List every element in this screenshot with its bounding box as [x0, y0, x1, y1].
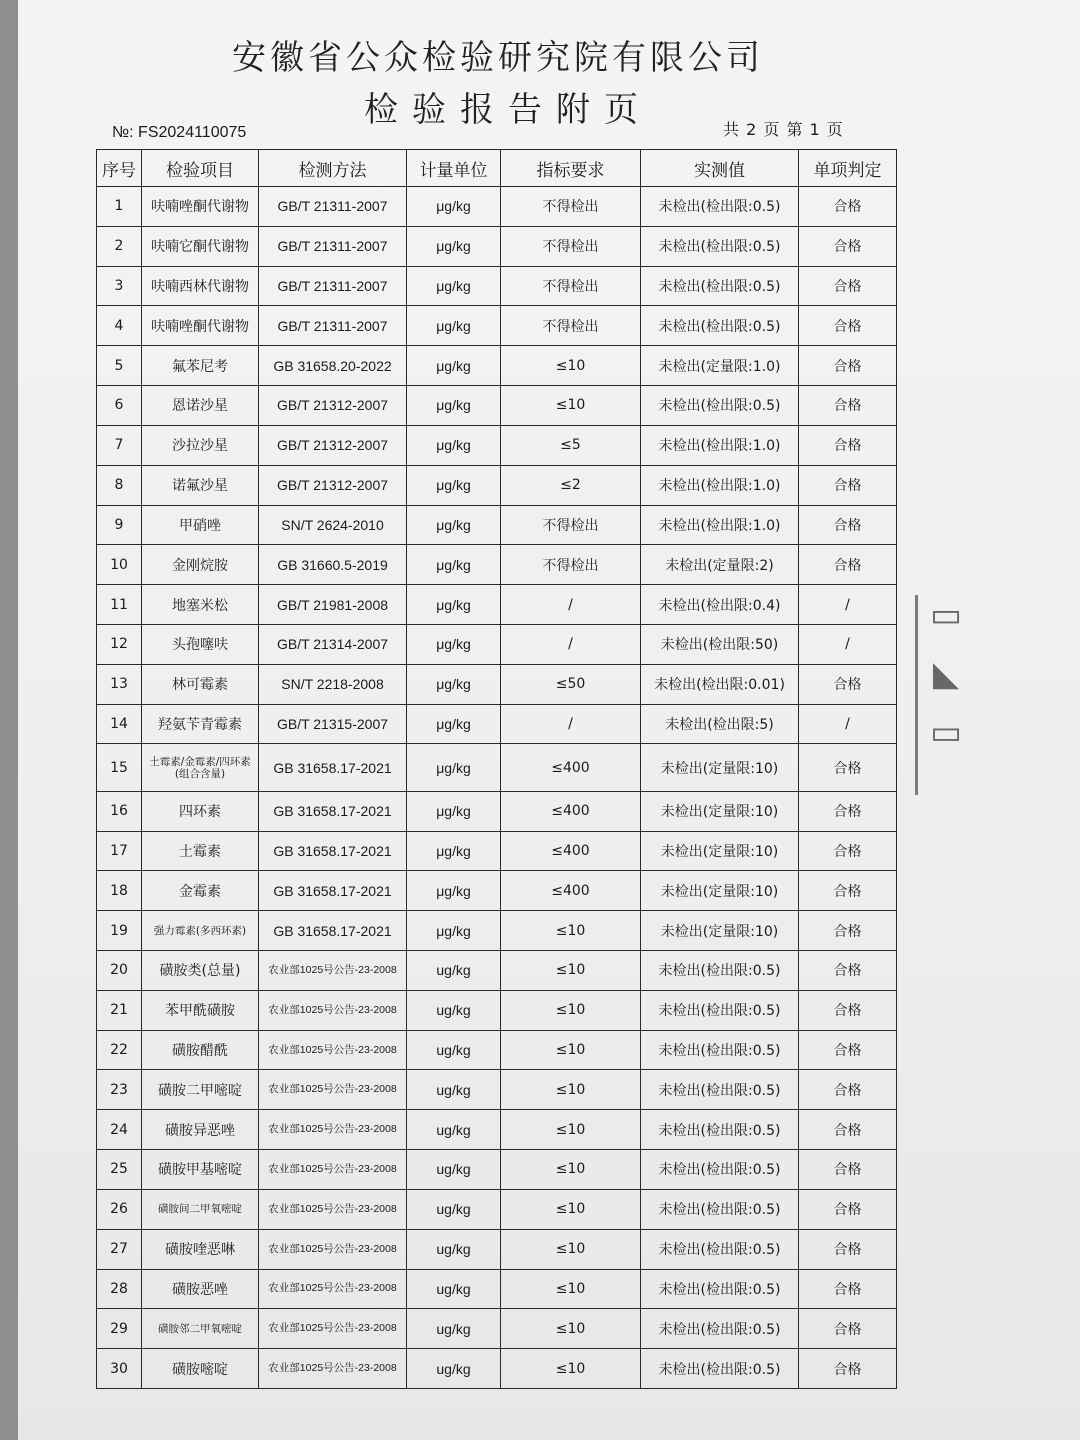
table-row	[97, 624, 897, 664]
table-row	[97, 266, 897, 306]
test-method: GB 31660.5-2019	[259, 545, 407, 585]
judgement: 合格	[799, 1110, 897, 1150]
requirement: 不得检出	[501, 226, 641, 266]
requirement: 不得检出	[501, 187, 641, 227]
measured-value: 未检出(检出限:0.01)	[641, 664, 799, 704]
test-method: 农业部1025号公告-23-2008	[259, 951, 407, 991]
measured-value: 未检出(检出限:0.5)	[641, 187, 799, 227]
inspection-item: 金刚烷胺	[142, 545, 259, 585]
table-row	[97, 465, 897, 505]
row-number: 29	[97, 1309, 142, 1349]
table-row	[97, 990, 897, 1030]
test-method: 农业部1025号公告-23-2008	[259, 1030, 407, 1070]
test-method: GB/T 21315-2007	[259, 704, 407, 744]
judgement: 合格	[799, 1309, 897, 1349]
row-number: 14	[97, 704, 142, 744]
inspection-item: 磺胺二甲嘧啶	[142, 1070, 259, 1110]
unit: ug/kg	[407, 1229, 501, 1269]
judgement: /	[799, 704, 897, 744]
test-method: 农业部1025号公告-23-2008	[259, 1070, 407, 1110]
unit: μg/kg	[407, 425, 501, 465]
table-row	[97, 1349, 897, 1389]
measured-value: 未检出(检出限:1.0)	[641, 465, 799, 505]
test-method: GB/T 21311-2007	[259, 306, 407, 346]
unit: μg/kg	[407, 831, 501, 871]
inspection-item: 林可霉素	[142, 664, 259, 704]
measured-value: 未检出(定量限:10)	[641, 871, 799, 911]
unit: μg/kg	[407, 187, 501, 227]
inspection-item: 金霉素	[142, 871, 259, 911]
test-method: GB/T 21312-2007	[259, 386, 407, 426]
row-number: 24	[97, 1110, 142, 1150]
row-number: 5	[97, 346, 142, 386]
test-method: 农业部1025号公告-23-2008	[259, 1189, 407, 1229]
unit: ug/kg	[407, 1150, 501, 1190]
unit: μg/kg	[407, 585, 501, 625]
unit: μg/kg	[407, 624, 501, 664]
judgement: 合格	[799, 386, 897, 426]
measured-value: 未检出(检出限:0.5)	[641, 266, 799, 306]
test-method: 农业部1025号公告-23-2008	[259, 1269, 407, 1309]
inspection-item: 磺胺异恶唑	[142, 1110, 259, 1150]
table-row	[97, 791, 897, 831]
row-number: 4	[97, 306, 142, 346]
table-row	[97, 704, 897, 744]
table-row	[97, 951, 897, 991]
column-header: 单项判定	[799, 150, 897, 187]
requirement: ≤10	[501, 990, 641, 1030]
inspection-item: 磺胺甲基嘧啶	[142, 1150, 259, 1190]
table-row	[97, 1269, 897, 1309]
inspection-item: 土霉素/金霉素/四环素(组合含量)	[142, 744, 259, 791]
row-number: 22	[97, 1030, 142, 1070]
measured-value: 未检出(检出限:0.5)	[641, 1189, 799, 1229]
judgement: 合格	[799, 266, 897, 306]
requirement: ≤10	[501, 1309, 641, 1349]
table-row	[97, 831, 897, 871]
unit: μg/kg	[407, 744, 501, 791]
judgement: 合格	[799, 1349, 897, 1389]
test-method: 农业部1025号公告-23-2008	[259, 1349, 407, 1389]
company-name: 安徽省公众检验研究院有限公司	[232, 38, 764, 78]
inspection-item: 强力霉素(多西环素)	[142, 911, 259, 951]
row-number: 19	[97, 911, 142, 951]
page-info: 共 2 页 第 1 页	[723, 120, 844, 139]
unit: μg/kg	[407, 911, 501, 951]
test-method: GB 31658.17-2021	[259, 744, 407, 791]
measured-value: 未检出(检出限:0.5)	[641, 1229, 799, 1269]
requirement: ≤10	[501, 1229, 641, 1269]
table-row	[97, 425, 897, 465]
row-number: 9	[97, 505, 142, 545]
row-number: 11	[97, 585, 142, 625]
requirement: ≤10	[501, 346, 641, 386]
requirement: ≤10	[501, 1110, 641, 1150]
measured-value: 未检出(检出限:5)	[641, 704, 799, 744]
row-number: 17	[97, 831, 142, 871]
measured-value: 未检出(检出限:0.5)	[641, 226, 799, 266]
table-row	[97, 1070, 897, 1110]
unit: ug/kg	[407, 951, 501, 991]
unit: ug/kg	[407, 1070, 501, 1110]
test-method: 农业部1025号公告-23-2008	[259, 990, 407, 1030]
unit: μg/kg	[407, 226, 501, 266]
inspection-item: 羟氨苄青霉素	[142, 704, 259, 744]
test-method: GB 31658.17-2021	[259, 911, 407, 951]
measured-value: 未检出(定量限:10)	[641, 744, 799, 791]
row-number: 21	[97, 990, 142, 1030]
test-method: 农业部1025号公告-23-2008	[259, 1150, 407, 1190]
inspection-item: 呋喃唑酮代谢物	[142, 306, 259, 346]
unit: ug/kg	[407, 1189, 501, 1229]
column-header: 检验项目	[142, 150, 259, 187]
row-number: 18	[97, 871, 142, 911]
measured-value: 未检出(定量限:1.0)	[641, 346, 799, 386]
requirement: /	[501, 704, 641, 744]
unit: μg/kg	[407, 306, 501, 346]
page-title: 检验报告附页	[364, 90, 652, 130]
requirement: ≤10	[501, 1030, 641, 1070]
inspection-seal: ▭ ◣ ▭	[915, 595, 966, 795]
judgement: 合格	[799, 951, 897, 991]
inspection-item: 磺胺间二甲氧嘧啶	[142, 1189, 259, 1229]
table-row	[97, 1189, 897, 1229]
row-number: 30	[97, 1349, 142, 1389]
inspection-item: 恩诺沙星	[142, 386, 259, 426]
report-number: №: FS2024110075	[112, 124, 247, 141]
row-number: 3	[97, 266, 142, 306]
judgement: 合格	[799, 346, 897, 386]
table-row	[97, 664, 897, 704]
test-method: SN/T 2218-2008	[259, 664, 407, 704]
inspection-item: 磺胺嘧啶	[142, 1349, 259, 1389]
unit: μg/kg	[407, 871, 501, 911]
requirement: ≤400	[501, 791, 641, 831]
test-method: GB/T 21312-2007	[259, 425, 407, 465]
judgement: 合格	[799, 664, 897, 704]
report-sheet	[18, 0, 1080, 1440]
measured-value: 未检出(检出限:0.5)	[641, 1309, 799, 1349]
table-row	[97, 744, 897, 791]
judgement: /	[799, 624, 897, 664]
requirement: ≤400	[501, 831, 641, 871]
measured-value: 未检出(检出限:0.5)	[641, 306, 799, 346]
judgement: 合格	[799, 1189, 897, 1229]
measured-value: 未检出(检出限:0.5)	[641, 1110, 799, 1150]
column-header: 检测方法	[259, 150, 407, 187]
row-number: 1	[97, 187, 142, 227]
measured-value: 未检出(检出限:0.5)	[641, 1349, 799, 1389]
measured-value: 未检出(检出限:0.5)	[641, 1269, 799, 1309]
measured-value: 未检出(定量限:10)	[641, 831, 799, 871]
test-method: 农业部1025号公告-23-2008	[259, 1309, 407, 1349]
inspection-item: 土霉素	[142, 831, 259, 871]
judgement: 合格	[799, 831, 897, 871]
measured-value: 未检出(检出限:0.5)	[641, 1150, 799, 1190]
measured-value: 未检出(定量限:10)	[641, 791, 799, 831]
unit: μg/kg	[407, 465, 501, 505]
judgement: 合格	[799, 1150, 897, 1190]
inspection-item: 沙拉沙星	[142, 425, 259, 465]
unit: ug/kg	[407, 1309, 501, 1349]
test-method: 农业部1025号公告-23-2008	[259, 1110, 407, 1150]
judgement: 合格	[799, 1229, 897, 1269]
column-header: 计量单位	[407, 150, 501, 187]
column-header: 实测值	[641, 150, 799, 187]
row-number: 26	[97, 1189, 142, 1229]
test-method: SN/T 2624-2010	[259, 505, 407, 545]
requirement: ≤5	[501, 425, 641, 465]
requirement: ≤50	[501, 664, 641, 704]
table-body	[97, 187, 897, 1389]
measured-value: 未检出(定量限:2)	[641, 545, 799, 585]
requirement: 不得检出	[501, 306, 641, 346]
row-number: 13	[97, 664, 142, 704]
test-method: GB/T 21311-2007	[259, 266, 407, 306]
table-row	[97, 346, 897, 386]
inspection-item: 诺氟沙星	[142, 465, 259, 505]
judgement: 合格	[799, 425, 897, 465]
row-number: 27	[97, 1229, 142, 1269]
requirement: /	[501, 585, 641, 625]
measured-value: 未检出(检出限:1.0)	[641, 425, 799, 465]
test-method: 农业部1025号公告-23-2008	[259, 1229, 407, 1269]
test-method: GB/T 21312-2007	[259, 465, 407, 505]
unit: μg/kg	[407, 791, 501, 831]
measured-value: 未检出(检出限:0.5)	[641, 386, 799, 426]
unit: μg/kg	[407, 505, 501, 545]
unit: ug/kg	[407, 990, 501, 1030]
judgement: 合格	[799, 1269, 897, 1309]
table-header-row	[97, 150, 897, 187]
requirement: 不得检出	[501, 545, 641, 585]
judgement: 合格	[799, 744, 897, 791]
judgement: 合格	[799, 226, 897, 266]
column-header: 序号	[97, 150, 142, 187]
inspection-item: 甲硝唑	[142, 505, 259, 545]
requirement: ≤10	[501, 951, 641, 991]
requirement: ≤400	[501, 744, 641, 791]
row-number: 2	[97, 226, 142, 266]
judgement: 合格	[799, 1030, 897, 1070]
row-number: 7	[97, 425, 142, 465]
test-method: GB 31658.17-2021	[259, 831, 407, 871]
test-method: GB/T 21314-2007	[259, 624, 407, 664]
unit: ug/kg	[407, 1110, 501, 1150]
row-number: 15	[97, 744, 142, 791]
row-number: 6	[97, 386, 142, 426]
unit: ug/kg	[407, 1349, 501, 1389]
measured-value: 未检出(检出限:0.5)	[641, 990, 799, 1030]
unit: μg/kg	[407, 664, 501, 704]
inspection-item: 苯甲酰磺胺	[142, 990, 259, 1030]
requirement: 不得检出	[501, 266, 641, 306]
measured-value: 未检出(检出限:1.0)	[641, 505, 799, 545]
judgement: 合格	[799, 505, 897, 545]
unit: μg/kg	[407, 346, 501, 386]
table-row	[97, 545, 897, 585]
judgement: 合格	[799, 187, 897, 227]
row-number: 10	[97, 545, 142, 585]
table-row	[97, 505, 897, 545]
measured-value: 未检出(定量限:10)	[641, 911, 799, 951]
table-row	[97, 1030, 897, 1070]
measured-value: 未检出(检出限:0.4)	[641, 585, 799, 625]
test-method: GB/T 21981-2008	[259, 585, 407, 625]
table-row	[97, 871, 897, 911]
table-row	[97, 1150, 897, 1190]
row-number: 8	[97, 465, 142, 505]
inspection-item: 磺胺醋酰	[142, 1030, 259, 1070]
inspection-item: 磺胺喹恶啉	[142, 1229, 259, 1269]
inspection-item: 头孢噻呋	[142, 624, 259, 664]
row-number: 28	[97, 1269, 142, 1309]
measured-value: 未检出(检出限:50)	[641, 624, 799, 664]
inspection-item: 氟苯尼考	[142, 346, 259, 386]
row-number: 20	[97, 951, 142, 991]
judgement: 合格	[799, 1070, 897, 1110]
requirement: ≤10	[501, 386, 641, 426]
row-number: 25	[97, 1150, 142, 1190]
test-method: GB 31658.17-2021	[259, 791, 407, 831]
requirement: 不得检出	[501, 505, 641, 545]
judgement: /	[799, 585, 897, 625]
requirement: ≤10	[501, 911, 641, 951]
table-row	[97, 1309, 897, 1349]
inspection-item: 磺胺邻二甲氧嘧啶	[142, 1309, 259, 1349]
judgement: 合格	[799, 990, 897, 1030]
inspection-item: 呋喃它酮代谢物	[142, 226, 259, 266]
test-method: GB 31658.17-2021	[259, 871, 407, 911]
requirement: ≤10	[501, 1269, 641, 1309]
table-row	[97, 585, 897, 625]
requirement: ≤10	[501, 1150, 641, 1190]
table-row	[97, 911, 897, 951]
table-row	[97, 386, 897, 426]
judgement: 合格	[799, 911, 897, 951]
table-row	[97, 1229, 897, 1269]
inspection-item: 地塞米松	[142, 585, 259, 625]
test-method: GB/T 21311-2007	[259, 226, 407, 266]
measured-value: 未检出(检出限:0.5)	[641, 1030, 799, 1070]
unit: μg/kg	[407, 386, 501, 426]
inspection-item: 呋喃西林代谢物	[142, 266, 259, 306]
requirement: /	[501, 624, 641, 664]
unit: μg/kg	[407, 545, 501, 585]
table-row	[97, 1110, 897, 1150]
inspection-table	[96, 149, 897, 1389]
table-row	[97, 187, 897, 227]
unit: ug/kg	[407, 1030, 501, 1070]
judgement: 合格	[799, 791, 897, 831]
judgement: 合格	[799, 465, 897, 505]
judgement: 合格	[799, 306, 897, 346]
measured-value: 未检出(检出限:0.5)	[641, 1070, 799, 1110]
unit: μg/kg	[407, 266, 501, 306]
column-header: 指标要求	[501, 150, 641, 187]
test-method: GB 31658.20-2022	[259, 346, 407, 386]
requirement: ≤10	[501, 1070, 641, 1110]
requirement: ≤10	[501, 1349, 641, 1389]
unit: ug/kg	[407, 1269, 501, 1309]
inspection-item: 磺胺类(总量)	[142, 951, 259, 991]
requirement: ≤400	[501, 871, 641, 911]
inspection-item: 呋喃唑酮代谢物	[142, 187, 259, 227]
test-method: GB/T 21311-2007	[259, 187, 407, 227]
unit: μg/kg	[407, 704, 501, 744]
row-number: 12	[97, 624, 142, 664]
table-row	[97, 306, 897, 346]
judgement: 合格	[799, 871, 897, 911]
row-number: 16	[97, 791, 142, 831]
requirement: ≤10	[501, 1189, 641, 1229]
measured-value: 未检出(检出限:0.5)	[641, 951, 799, 991]
inspection-item: 磺胺恶唑	[142, 1269, 259, 1309]
row-number: 23	[97, 1070, 142, 1110]
judgement: 合格	[799, 545, 897, 585]
requirement: ≤2	[501, 465, 641, 505]
inspection-item: 四环素	[142, 791, 259, 831]
table-row	[97, 226, 897, 266]
